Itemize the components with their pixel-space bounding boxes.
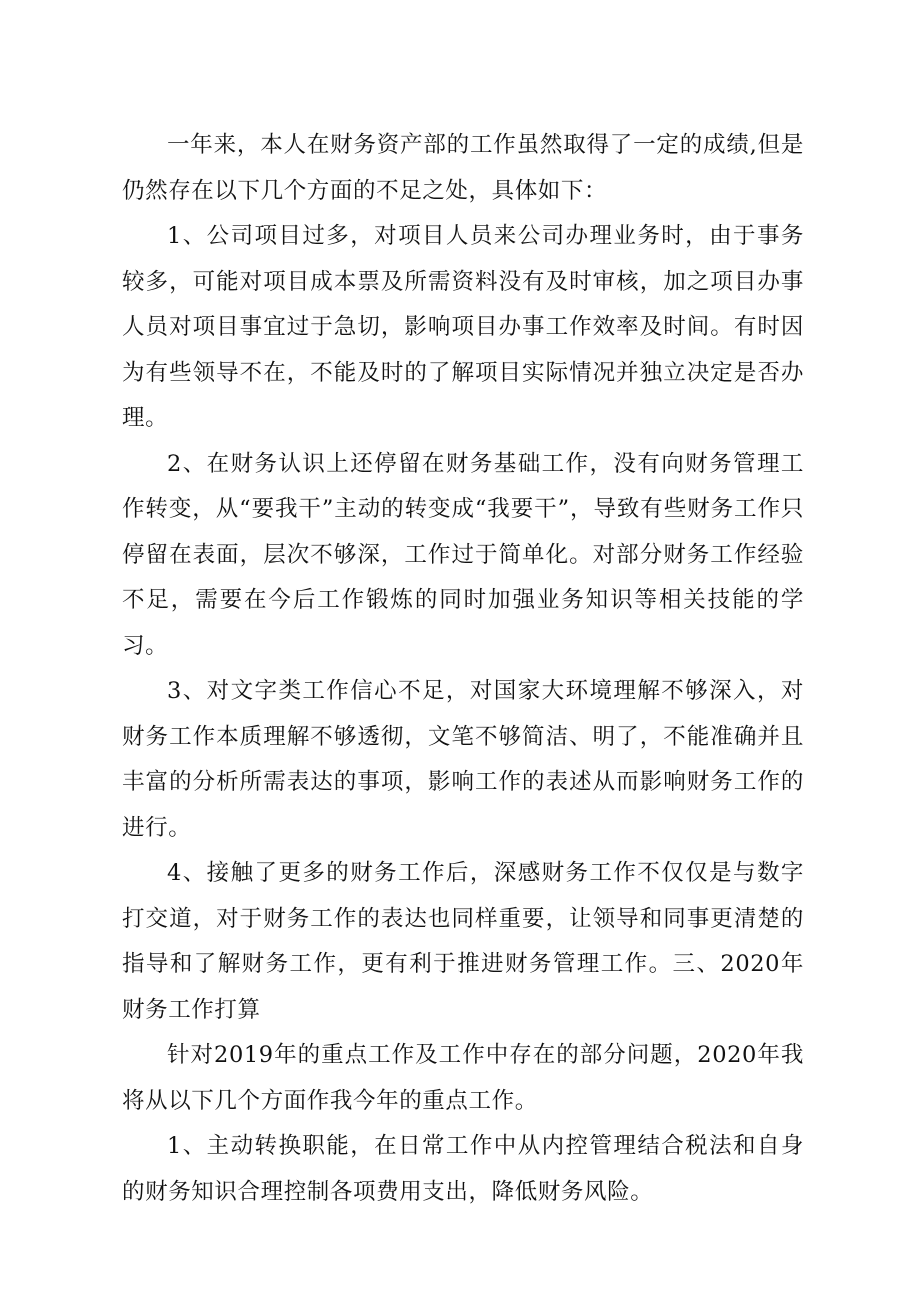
paragraph-plan-item-1: 1、主动转换职能，在日常工作中从内控管理结合税法和自身的财务知识合理控制各项费用支出，降低财务风险。: [122, 1133, 804, 1205]
paragraph-plan-intro: 针对2019年的重点工作及工作中存在的部分问题，2020年我将从以下几个方面作我今年的重点工作。: [122, 1042, 804, 1114]
paragraph-item-4: 4、接触了更多的财务工作后，深感财务工作不仅仅是与数字打交道，对于财务工作的表达也同样重要，让领导和同事更清楚的指导和了解财务工作，更有利于推进财务管理工作。三、2020年财务工作打算: [122, 860, 804, 1023]
paragraph-item-1: 1、公司项目过多，对项目人员来公司办理业务时，由于事务较多，可能对项目成本票及所需资料没有及时审核，加之项目办事人员对项目事宜过于急切，影响项目办事工作效率及时间。有时因为有些领导不在，不能及时的了解项目实际情况并独立决定是否办理。: [122, 223, 804, 431]
paragraph-intro: 一年来，本人在财务资产部的工作虽然取得了一定的成绩,但是仍然存在以下几个方面的不足之处，具体如下：: [122, 132, 804, 204]
document-body: [122, 123, 804, 1215]
paragraph-item-3: 3、对文字类工作信心不足，对国家大环境理解不够深入，对财务工作本质理解不够透彻，文笔不够简洁、明了，不能准确并且丰富的分析所需表达的事项，影响工作的表述从而影响财务工作的进行。: [122, 678, 804, 841]
paragraph-item-2: 2、在财务认识上还停留在财务基础工作，没有向财务管理工作转变，从“要我干”主动的转变成“我要干”，导致有些财务工作只停留在表面，层次不够深，工作过于简单化。对部分财务工作经验不足，需要在今后工作锻炼的同时加强业务知识等相关技能的学习。: [122, 450, 804, 659]
